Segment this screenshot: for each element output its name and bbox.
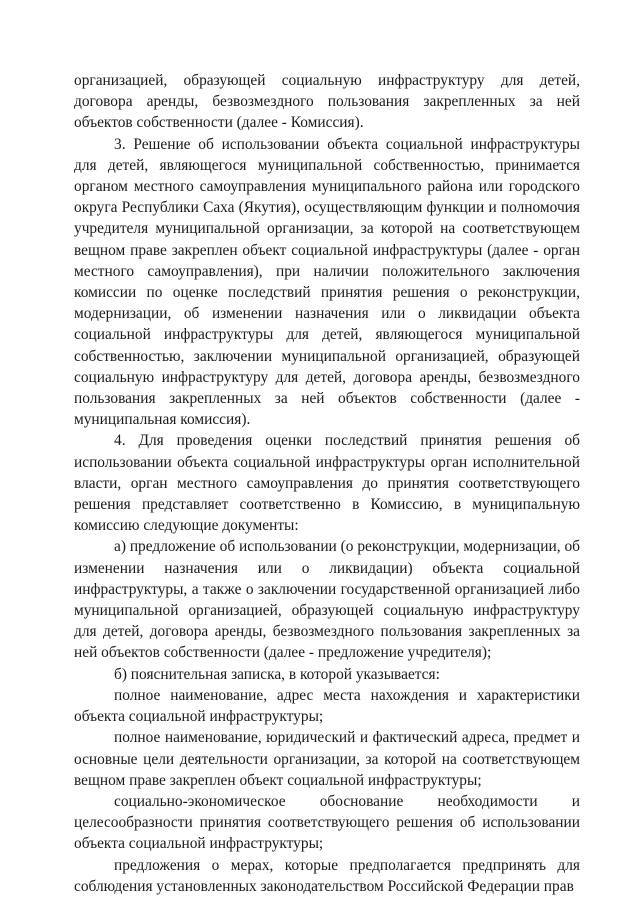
paragraph-item-3: 3. Решение об использовании объекта социальной инфраструктуры для детей, являющегося муниципальной собственностью, принимается органом местного самоуправления муниципального района или городского округа Республики Саха (Якутия), осуществляющим функции и полномочия учредителя муниципальной организации, за которой на соответствующем вещном праве закреплен объект социальной инфраструктуры (далее - орган местного самоуправления), при наличии положительного заключения комиссии по оценке последствий принятия решения о реконструкции, модернизации, об изменении назначения или о ликвидации объекта социальной инфраструктуры для детей, являющегося муниципальной собственностью, заключении муниципальной организацией, образующей социальную инфраструктуру для детей, договора аренды, безвозмездного пользования закрепленных за ней объектов собственности (далее - муниципальная комиссия). <box>74 135 580 429</box>
paragraph-full-name-address: полное наименование, адрес места нахождения и характеристики объекта социальной инфраструктуры; <box>74 686 580 726</box>
paragraph-subitem-b: б) пояснительная записка, в которой указывается: <box>114 665 440 683</box>
paragraph-socioeconomic-justification: социально-экономическое обоснование необходимости и целесообразности принятия соответствующего решения об использовании объекта социальной инфраструктуры; <box>74 792 580 853</box>
paragraph-subitem-a: а) предложение об использовании (о реконструкции, модернизации, об изменении назначения или о ликвидации) объекта социальной инфраструктуры, а также о заключении государственной организацией либо муниципальной организацией, образующей социальную инфраструктуру для детей, договора аренды, безвозмездного пользования закрепленных за ней объектов собственности (далее - предложение учредителя); <box>74 538 580 662</box>
paragraph-proposed-measures: предложения о мерах, которые предполагается предпринять для соблюдения установленных законодательством Российской Федерации прав <box>74 856 580 895</box>
paragraph-item-4: 4. Для проведения оценки последствий принятия решения об использовании объекта социальной инфраструктуры орган исполнительной власти, орган местного самоуправления до принятия соответствующего решения представляет соответственно в Комиссию, в муниципальную комиссию следующие документы: <box>74 432 580 535</box>
document-page <box>74 70 580 897</box>
paragraph-commission-continuation: организацией, образующей социальную инфраструктуру для детей, договора аренды, безвозмездного пользования закрепленных за ней объектов собственности (далее - Комиссия). <box>74 72 580 132</box>
paragraph-organization-details: полное наименование, юридический и фактический адреса, предмет и основные цели деятельности организации, за которой на соответствующем вещном праве закреплен объект социальной инфраструктуры; <box>74 729 580 789</box>
